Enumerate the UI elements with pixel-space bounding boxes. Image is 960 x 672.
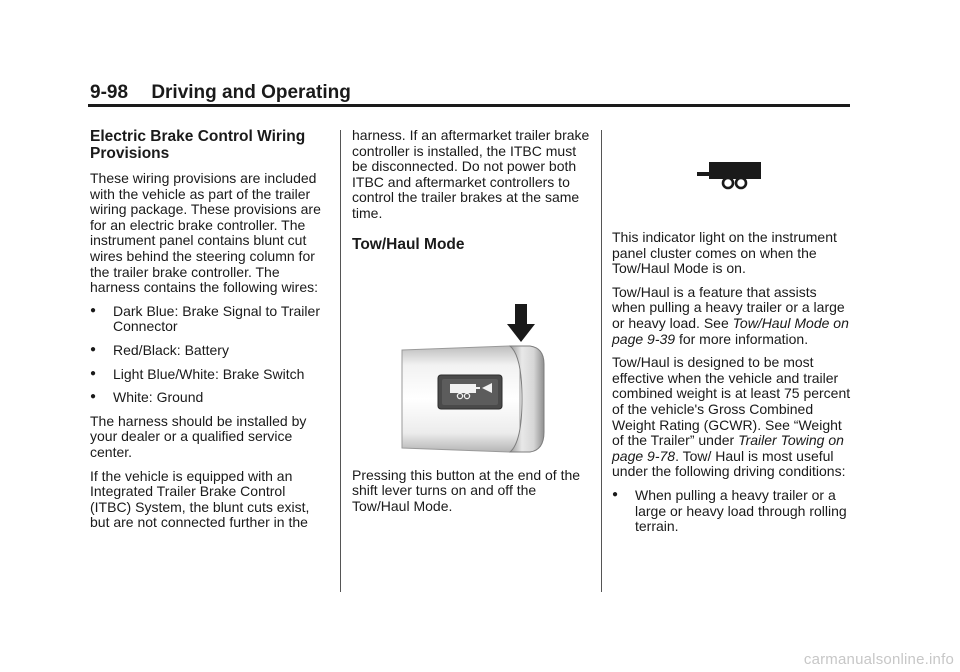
- page-number: 9-98: [90, 82, 129, 103]
- cross-reference-link[interactable]: Tow/Haul Mode on page 9-39: [612, 314, 849, 347]
- heading-tow-haul: Tow/Haul Mode: [352, 235, 465, 253]
- column-1: [90, 128, 330, 539]
- section-title: Driving and Operating: [151, 82, 351, 103]
- header-rule: [88, 104, 850, 107]
- column-divider: [601, 130, 602, 592]
- column-3: [612, 230, 852, 543]
- paragraph: These wiring provisions are included with the vehicle as part of the trailer wiring package. These provisions are for an electric brake controller. The instrument panel contains blunt cut wires behind the steering column for the trailer brake controller. The harness contains the following wires:: [90, 170, 321, 296]
- bullet-icon: ●: [90, 391, 97, 403]
- page-header: [90, 82, 351, 104]
- list-item: ● Light Blue/White: Brake Switch: [90, 365, 305, 382]
- bullet-icon: ●: [90, 304, 97, 316]
- conditions-list: [612, 488, 852, 535]
- paragraph: harness. If an aftermarket trailer brake controller is installed, the ITBC must be disconnected. Do not power both ITBC and aftermarket controllers to control the trailer brakes at the same time.: [352, 127, 590, 221]
- paragraph: This indicator light on the instrument panel cluster comes on when the Tow/Haul Mode is on.: [612, 229, 837, 277]
- paragraph: The harness should be installed by your dealer or a qualified service center.: [90, 412, 307, 460]
- list-item: ● White: Ground: [90, 389, 204, 406]
- list-item: ● When pulling a heavy trailer or a large or heavy load through rolling terrain.: [612, 486, 847, 535]
- press-arrow-icon: [507, 304, 535, 342]
- list-item: ● Red/Black: Battery: [90, 341, 229, 358]
- wire-list: [90, 304, 330, 406]
- paragraph: Tow/Haul is a feature that assists when pulling a heavy trailer or a large or heavy load. See Tow/Haul Mode on page 9-39 for more information.: [612, 283, 849, 347]
- trailer-indicator-icon: [697, 160, 763, 192]
- column-divider: [340, 130, 341, 592]
- bullet-icon: ●: [612, 488, 619, 500]
- watermark: carmanualsonline.info: [803, 651, 954, 668]
- paragraph: Tow/Haul is designed to be most effective when the vehicle and trailer combined weight is at least 75 percent of the vehicle's Gross Combined Weight Rating (GCWR). See “Weight of the Trailer” under Trailer Towing on page 9-78. Tow/ Haul is most useful under the following driving conditions:: [612, 354, 851, 480]
- column-2: [352, 128, 590, 522]
- list-item: ● Dark Blue: Brake Signal to Trailer Connector: [90, 302, 320, 335]
- cross-reference-link[interactable]: Trailer Towing on page 9-78: [612, 432, 844, 464]
- bullet-icon: ●: [90, 343, 97, 355]
- caption: Pressing this button at the end of the shift lever turns on and off the Tow/Haul Mode.: [352, 466, 581, 514]
- shift-lever-illustration: [352, 262, 588, 462]
- bullet-icon: ●: [90, 367, 97, 379]
- paragraph: If the vehicle is equipped with an Integrated Trailer Brake Control (ITBC) System, the blunt cuts exist, but are not connected further in the: [90, 467, 310, 531]
- heading-electric-brake: Electric Brake Control Wiring Provisions: [90, 128, 306, 162]
